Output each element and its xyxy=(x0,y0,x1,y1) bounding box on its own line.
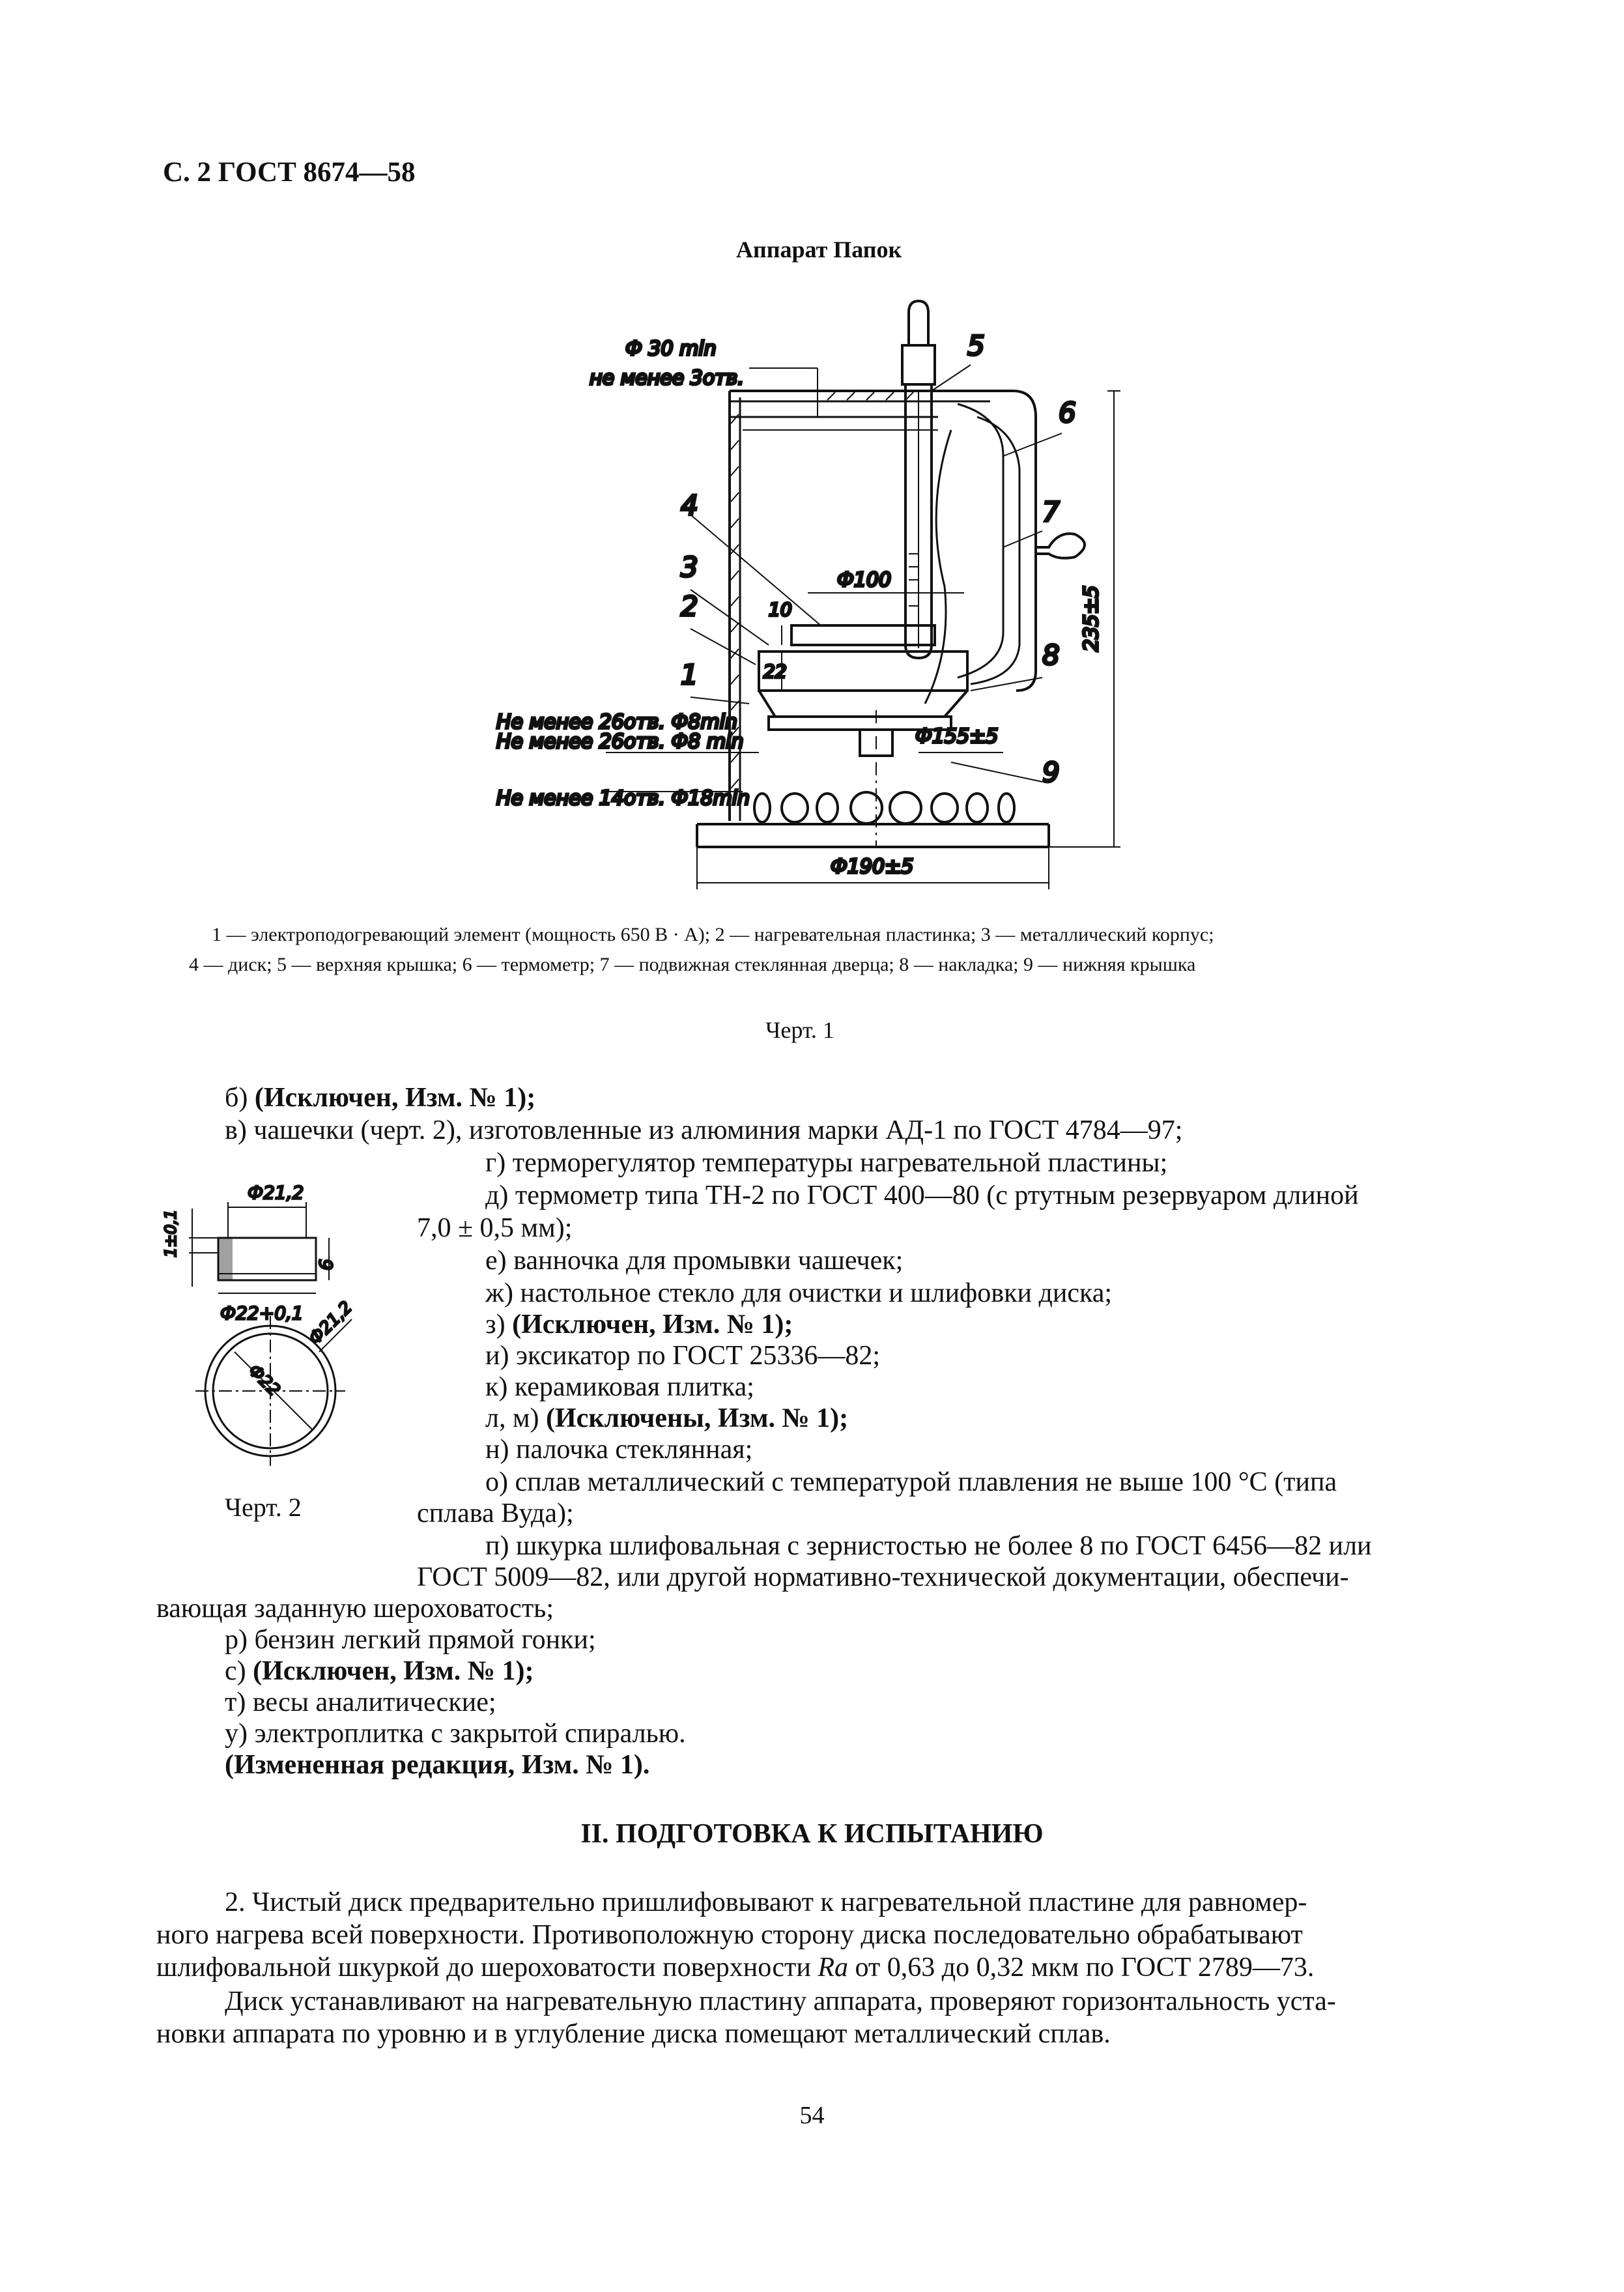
cup-dim-d212: Ф21,2 xyxy=(248,1182,304,1203)
list-item-i: и) эксикатор по ГОСТ 25336—82; xyxy=(485,1341,880,1371)
list-item-o-line-1: о) сплав металлический с температурой плавления не выше 100 °С (типа xyxy=(485,1467,1337,1497)
apparatus-drawing xyxy=(0,0,1624,925)
list-item-o-line-2: сплава Вуда); xyxy=(417,1498,574,1528)
bottom-holes xyxy=(754,792,1014,824)
list-item-b: б) (Исключен, Изм. № 1); xyxy=(225,1083,536,1113)
figure2-caption: Черт. 2 xyxy=(225,1493,302,1522)
callout-9: 9 xyxy=(1042,756,1060,788)
page-number: 54 xyxy=(799,2102,825,2129)
list-item-s: с) (Исключен, Изм. № 1); xyxy=(225,1656,534,1686)
list-item-zh: ж) настольное стекло для очистки и шлифовки диска; xyxy=(485,1278,1113,1308)
paragraph-2-line-2: ного нагрева всей поверхности. Противоположную сторону диска последовательно обрабатывают xyxy=(156,1920,1303,1950)
dim-holes-c: Не менее 14отв. Ф18min xyxy=(496,787,750,810)
callout-3: 3 xyxy=(681,551,698,583)
dim-10: 10 xyxy=(769,599,792,620)
cup-drawing xyxy=(156,1156,417,1495)
amendment-note: (Измененная редакция, Изм. № 1). xyxy=(225,1750,650,1780)
page-header: С. 2 ГОСТ 8674—58 xyxy=(163,157,416,188)
cup-dim-d22: Ф22+0,1 xyxy=(220,1302,304,1324)
list-item-u: у) электроплитка с закрытой спиралью. xyxy=(225,1719,686,1749)
cup-dim-d22-plan: Ф22 xyxy=(244,1360,284,1401)
list-item-n: н) палочка стеклянная; xyxy=(485,1435,753,1465)
dim-d190: Ф190±5 xyxy=(831,855,914,878)
paragraph-2-line-3: шлифовальной шкуркой до шероховатости поверхности Ra от 0,63 до 0,32 мкм по ГОСТ 2789—73. xyxy=(156,1953,1315,1983)
list-item-e: е) ванночка для промывки чашечек; xyxy=(485,1246,904,1276)
list-item-k: к) керамиковая плитка; xyxy=(485,1372,754,1402)
dim-top-hole-1: Ф 30 min xyxy=(625,337,717,360)
callout-8: 8 xyxy=(1042,639,1060,671)
list-item-g: г) терморегулятор температуры нагревательной пластины; xyxy=(485,1148,1168,1178)
callout-7: 7 xyxy=(1042,496,1060,528)
paragraph-3-line-1: Диск устанавливают на нагревательную пластину аппарата, проверяют горизонтальность уста- xyxy=(225,1986,1336,2016)
dim-d155: Ф155±5 xyxy=(915,725,999,748)
list-item-p-line-1: п) шкурка шлифовальная с зернистостью не более 8 по ГОСТ 6456—82 или xyxy=(485,1531,1372,1561)
callout-6: 6 xyxy=(1059,397,1076,429)
figure1-legend-line-1: 1 — электроподогревающий элемент (мощность 650 В · А); 2 — нагревательная пластинка; 3 — металлический корпус; xyxy=(212,924,1214,945)
paragraph-2-line-1: 2. Чистый диск предварительно пришлифовывают к нагревательной пластине для равномер- xyxy=(225,1887,1307,1917)
list-item-p-line-2: ГОСТ 5009—82, или другой нормативно-технической документации, обеспечи- xyxy=(417,1562,1349,1592)
callout-4: 4 xyxy=(681,489,698,521)
dim-holes-b: Не менее 26отв. Ф8 min xyxy=(496,730,744,753)
list-item-r: р) бензин легкий прямой гонки; xyxy=(225,1625,596,1655)
section-title: II. ПОДГОТОВКА К ИСПЫТАНИЮ xyxy=(580,1819,1044,1849)
dim-holes-a: Не менее 26отв. Ф8min xyxy=(496,711,737,734)
thermometer xyxy=(902,301,935,658)
dimension-lines xyxy=(697,368,1120,889)
callout-2: 2 xyxy=(681,590,698,622)
cup-dim-d212-plan: Ф21,2 xyxy=(305,1297,356,1349)
dim-top-hole-2: не менее 3отв. xyxy=(590,367,744,390)
list-item-d-line-2: 7,0 ± 0,5 мм); xyxy=(417,1213,573,1243)
paragraph-3-line-2: новки аппарата по уровню и в углубление диска помещают металлический сплав. xyxy=(156,2019,1111,2049)
list-item-t: т) весы аналитические; xyxy=(225,1687,496,1717)
figure1-legend-line-2: 4 — диск; 5 — верхняя крышка; 6 — термометр; 7 — подвижная стеклянная дверца; 8 — накладка; 9 — нижняя крышка xyxy=(189,954,1196,975)
list-item-p-line-3: вающая заданную шероховатость; xyxy=(156,1594,554,1624)
callout-1: 1 xyxy=(681,659,698,691)
cup-dim-h6: 6 xyxy=(315,1259,337,1270)
dim-d100: Ф100 xyxy=(837,569,892,592)
callout-5: 5 xyxy=(967,330,985,362)
dim-22: 22 xyxy=(763,661,787,682)
cup-dim-h1: 1±0,1 xyxy=(162,1209,180,1257)
figure1-title: Аппарат Папок xyxy=(736,236,902,263)
dim-h235: 235±5 xyxy=(1080,585,1103,652)
figure1-caption: Черт. 1 xyxy=(765,1017,834,1043)
list-item-v: в) чашечки (черт. 2), изготовленные из алюминия марки АД-1 по ГОСТ 4784—97; xyxy=(225,1115,1183,1145)
list-item-d-line-1: д) термометр типа ТН-2 по ГОСТ 400—80 (с ртутным резервуаром длиной xyxy=(485,1181,1359,1210)
list-item-lm: л, м) (Исключены, Изм. № 1); xyxy=(485,1403,849,1433)
list-item-z: з) (Исключен, Изм. № 1); xyxy=(485,1310,793,1339)
